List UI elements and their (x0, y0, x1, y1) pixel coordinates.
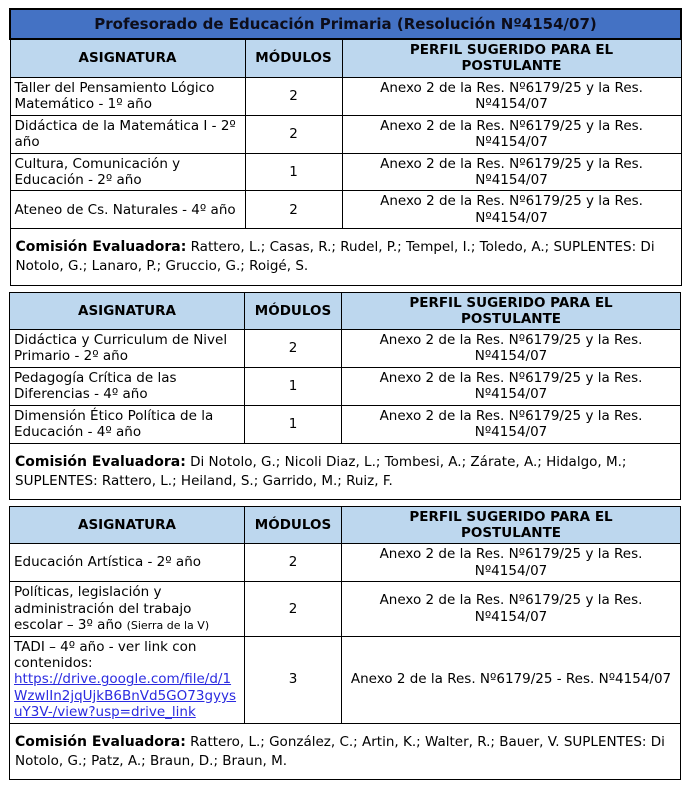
table-row (10, 367, 681, 405)
asignatura-cell (10, 153, 245, 191)
modulos-cell: 1 (245, 153, 342, 191)
header-row (10, 292, 681, 329)
comision-row (10, 723, 681, 779)
comision-label: Comisión Evaluadora: (15, 733, 186, 750)
modulos-cell: 2 (245, 544, 342, 582)
asignatura-cell (10, 582, 245, 636)
modulos-cell: 2 (245, 329, 342, 367)
column-header-perfil: PERFIL SUGERIDO PARA EL POSTULANTE (342, 292, 681, 329)
title-row (10, 9, 681, 39)
modulos-cell: 1 (245, 405, 342, 443)
column-header-asignatura: ASIGNATURA (10, 39, 245, 77)
table-row (10, 582, 681, 636)
sierra-note: (Sierra de la V) (126, 619, 210, 633)
perfil-cell: Anexo 2 de la Res. Nº6179/25 - Res. Nº4154/07 (342, 636, 681, 723)
modulos-cell: 2 (245, 77, 342, 115)
page-title: Profesorado de Educación Primaria (Resolución Nº4154/07) (10, 9, 681, 39)
comision-text: Rattero, L.; González, C.; Artin, K.; Walter, R.; Bauer, V. SUPLENTES: Di Notolo, G.; Patz, A.; Braun, D.; Braun, M. (15, 733, 665, 769)
perfil-cell: Anexo 2 de la Res. Nº6179/25 y la Res. Nº4154/07 (342, 367, 681, 405)
asignatura-text: TADI – 4º año - ver link con contenidos: (14, 638, 197, 672)
comision-cell (10, 229, 681, 285)
comision-text: Di Notolo, G.; Nicoli Diaz, L.; Tombesi, A.; Zárate, A.; Hidalgo, M.; SUPLENTES: Rattero, L.; Heiland, S.; Garrido, M.; Ruiz, F. (15, 453, 627, 489)
column-header-perfil: PERFIL SUGERIDO PARA EL POSTULANTE (342, 39, 681, 77)
asignatura-text: Cultura, Comunicación y Educación - 2º año (14, 155, 181, 189)
drive-link[interactable]: https://drive.google.com/file/d/1WzwlIn2jqUjkB6BnVd5GO73gyysuY3V-/view?usp=drive_link (14, 671, 237, 721)
asignatura-cell (10, 367, 245, 405)
column-header-asignatura: ASIGNATURA (10, 506, 245, 543)
comision-cell (10, 723, 681, 779)
modulos-cell: 2 (245, 191, 342, 229)
table-row (10, 405, 681, 443)
modulos-cell: 2 (245, 582, 342, 636)
asignatura-cell (10, 329, 245, 367)
perfil-cell: Anexo 2 de la Res. Nº6179/25 y la Res. Nº4154/07 (342, 329, 681, 367)
modulos-cell: 3 (245, 636, 342, 723)
table-row (10, 544, 681, 582)
asignatura-text: Ateneo de Cs. Naturales - 4º año (14, 201, 236, 218)
column-header-modulos: MÓDULOS (245, 292, 342, 329)
comision-row (10, 443, 681, 499)
asignatura-cell (10, 191, 245, 229)
modulos-cell: 1 (245, 367, 342, 405)
comision-label: Comisión Evaluadora: (15, 239, 187, 256)
table-row (10, 329, 681, 367)
comision-cell (10, 443, 681, 499)
table-row (10, 115, 681, 153)
asignatura-cell (10, 77, 245, 115)
column-header-modulos: MÓDULOS (245, 506, 342, 543)
perfil-cell: Anexo 2 de la Res. Nº6179/25 y la Res. Nº4154/07 (342, 191, 681, 229)
table-row (10, 153, 681, 191)
comision-text: Rattero, L.; Casas, R.; Rudel, P.; Tempel, I.; Toledo, A.; SUPLENTES: Di Notolo, G.; Lanaro, P.; Gruccio, G.; Roigé, S. (15, 239, 655, 275)
course-table-2 (9, 292, 681, 500)
asignatura-text: Taller del Pensamiento Lógico Matemático - 1º año (14, 79, 215, 113)
column-header-asignatura: ASIGNATURA (10, 292, 245, 329)
asignatura-cell (10, 636, 245, 723)
header-row (10, 506, 681, 543)
asignatura-text: Didáctica de la Matemática I - 2º año (14, 117, 236, 151)
perfil-cell: Anexo 2 de la Res. Nº6179/25 y la Res. Nº4154/07 (342, 582, 681, 636)
column-header-modulos: MÓDULOS (245, 39, 342, 77)
comision-row (10, 229, 681, 285)
table-row (10, 191, 681, 229)
table-row (10, 636, 681, 723)
perfil-cell: Anexo 2 de la Res. Nº6179/25 y la Res. Nº4154/07 (342, 405, 681, 443)
asignatura-text: Didáctica y Curriculum de Nivel Primario - 2º año (14, 331, 228, 365)
course-table-1 (9, 8, 682, 286)
perfil-cell: Anexo 2 de la Res. Nº6179/25 y la Res. Nº4154/07 (342, 153, 681, 191)
table-row (10, 77, 681, 115)
perfil-cell: Anexo 2 de la Res. Nº6179/25 y la Res. Nº4154/07 (342, 115, 681, 153)
asignatura-cell (10, 405, 245, 443)
asignatura-text: Educación Artística - 2º año (14, 554, 202, 571)
asignatura-text: Dimensión Ético Política de la Educación - 4º año (14, 407, 214, 441)
modulos-cell: 2 (245, 115, 342, 153)
asignatura-cell (10, 115, 245, 153)
asignatura-text: Políticas, legislación y administración del trabajo escolar – 3º año (14, 584, 192, 634)
perfil-cell: Anexo 2 de la Res. Nº6179/25 y la Res. Nº4154/07 (342, 544, 681, 582)
comision-label: Comisión Evaluadora: (15, 453, 186, 470)
perfil-cell: Anexo 2 de la Res. Nº6179/25 y la Res. Nº4154/07 (342, 77, 681, 115)
asignatura-cell (10, 544, 245, 582)
column-header-perfil: PERFIL SUGERIDO PARA EL POSTULANTE (342, 506, 681, 543)
asignatura-text: Pedagogía Crítica de las Diferencias - 4º año (14, 369, 177, 403)
header-row (10, 39, 681, 77)
course-table-3 (9, 506, 681, 780)
